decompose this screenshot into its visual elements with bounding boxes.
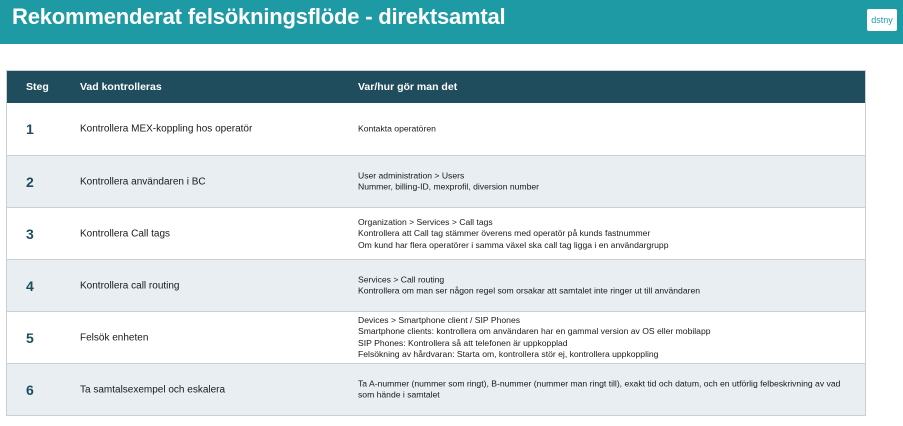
instruction-line: Kontrollera om man ser någon regel som orsakar att samtalet inte ringer ut till användaren [358, 285, 701, 296]
step-number: 5 [26, 329, 34, 346]
title-banner [0, 0, 903, 44]
table-row [7, 103, 865, 155]
column-header-how: Var/hur gör man det [358, 81, 458, 93]
dstny-logo: dstny [867, 9, 897, 31]
how-instructions [358, 123, 858, 135]
step-number: 2 [26, 173, 34, 190]
check-description: Kontrollera MEX-koppling hos operatör [80, 123, 253, 135]
instruction-line: Nummer, billing-ID, mexprofil, diversion number [358, 181, 540, 192]
table-row [7, 207, 865, 259]
instruction-line: User administration > Users [358, 170, 465, 180]
how-instructions [358, 378, 858, 401]
check-description: Kontrollera användaren i BC [80, 176, 206, 187]
instruction-line: Om kund har flera operatörer i samma växel ska call tag ligga i en användargrupp [358, 239, 669, 250]
how-instructions [358, 315, 858, 361]
instruction-line: Kontrollera att Call tag stämmer överens med operatör på kunds fastnummer [358, 227, 651, 238]
step-number: 6 [26, 381, 34, 398]
instruction-line: Ta A-nummer (nummer som ringt), B-nummer (nummer man ringt till), exakt tid och datum, och en utförlig felbeskrivning av vad som hände i samtalet [358, 378, 841, 400]
table-row [7, 155, 865, 207]
table-row [7, 311, 865, 363]
column-header-step: Steg [26, 81, 49, 93]
check-description: Kontrollera Call tags [80, 228, 171, 239]
step-number: 1 [26, 121, 34, 137]
instruction-line: Devices > Smartphone client / SIP Phones [358, 314, 521, 325]
instruction-line: Kontakta operatören [358, 123, 436, 134]
step-number: 3 [26, 225, 34, 242]
how-instructions [358, 216, 858, 251]
column-header-check: Vad kontrolleras [80, 81, 162, 93]
troubleshooting-table [6, 70, 866, 416]
table-header [7, 71, 865, 103]
page-title: Rekommenderat felsökningsflöde - direktsamtal [12, 4, 506, 29]
how-instructions [358, 170, 858, 193]
instruction-line: Felsökning av hårdvaran: Starta om, kontrollera stör ej, kontrollera uppkoppling [358, 349, 659, 359]
instruction-line: Services > Call routing [358, 274, 445, 284]
check-description: Ta samtalsexempel och eskalera [80, 384, 226, 395]
check-description: Kontrollera call routing [80, 280, 180, 291]
table-row [7, 363, 865, 415]
how-instructions [358, 274, 858, 297]
instruction-line: Smartphone clients: kontrollera om användaren har en gammal version av OS eller mobilapp [358, 326, 711, 336]
table-row [7, 259, 865, 311]
step-number: 4 [26, 277, 34, 294]
instruction-line: Organization > Services > Call tags [358, 216, 493, 227]
check-description: Felsök enheten [80, 332, 149, 343]
instruction-line: SIP Phones: Kontrollera så att telefonen är uppkopplad [358, 337, 568, 348]
